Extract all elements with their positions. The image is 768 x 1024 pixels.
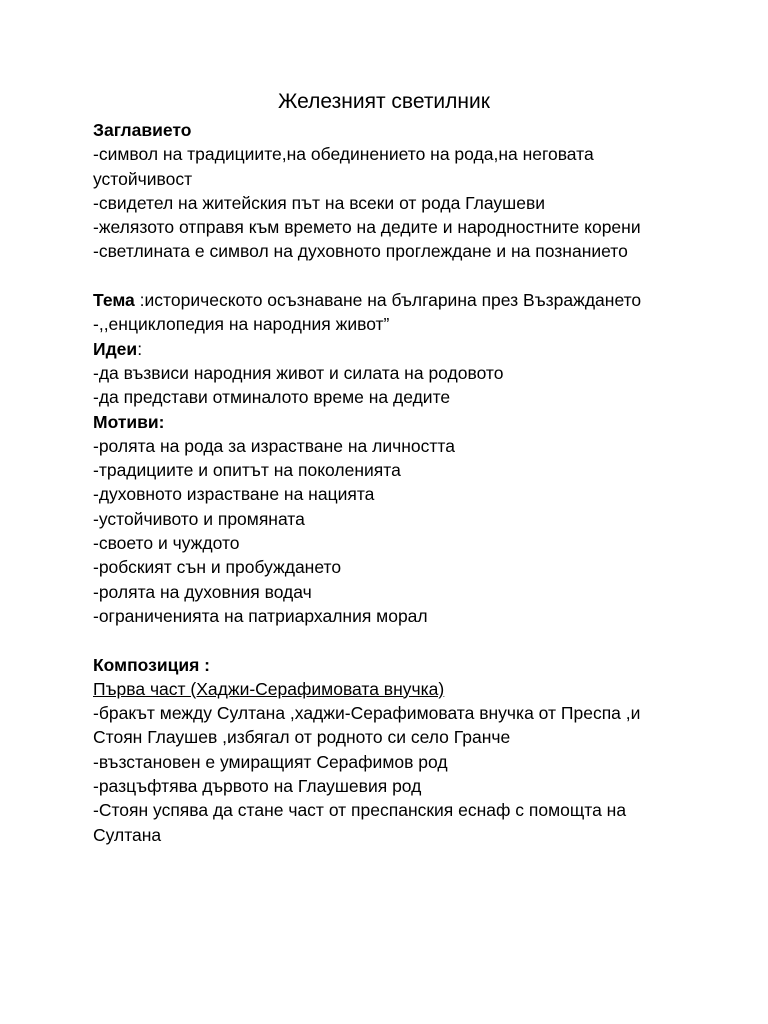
list-item: -,,енциклопедия на народния живот” — [93, 314, 390, 335]
section-heading-motivi: Мотиви: — [93, 411, 165, 432]
section-kompozicia — [93, 653, 693, 847]
list-item: -желязото отправя към времето на дедите и народностните корени — [93, 217, 641, 238]
list-item: -своето и чуждото — [93, 533, 240, 554]
list-item: -възстановен е умиращият Серафимов род — [93, 751, 448, 772]
list-item: -светлината е символ на духовното проглеждане и на познанието — [93, 241, 628, 262]
part-title: Първа част (Хаджи-Серафимовата внучка) — [93, 678, 445, 699]
section-motivi — [93, 410, 693, 629]
paragraph-spacer — [93, 264, 693, 288]
list-item: -бракът между Султана ,хаджи-Серафимовата внучка от Преспа ,и Стоян Глаушев ,избягал от родното си село Гранче — [93, 703, 641, 748]
tema-text: :историческото осъзнаване на българина през Възраждането — [134, 290, 642, 311]
section-heading-idei: Идеи — [93, 338, 138, 359]
document-title: Железният светилник — [278, 90, 490, 113]
section-heading-kompozicia: Композиция : — [93, 654, 210, 675]
list-item: -робският сън и пробуждането — [93, 557, 342, 578]
list-item: -разцъфтява дървото на Глаушевия род — [93, 776, 422, 797]
list-item: -свидетел на житейския път на всеки от рода Глаушеви — [93, 192, 546, 213]
section-idei — [93, 337, 693, 410]
paragraph-spacer — [93, 628, 693, 652]
idei-heading-line — [93, 337, 693, 361]
list-item: -ролята на духовния водач — [93, 581, 312, 602]
section-heading-zaglavie: Заглавието — [93, 120, 192, 140]
list-item: -символ на традициите,на обединението на рода,на неговата устойчивост — [93, 144, 594, 189]
tema-paragraph — [93, 288, 693, 312]
list-item: -ограниченията на патриархалния морал — [93, 605, 428, 626]
document-page — [93, 88, 693, 847]
idei-colon: : — [137, 338, 143, 359]
list-item: -ролята на рода за израстване на личността — [93, 435, 455, 456]
list-item: -устойчивото и промяната — [93, 508, 305, 529]
list-item: -духовното израстване на нацията — [93, 484, 375, 505]
list-item: -традициите и опитът на поколенията — [93, 460, 401, 481]
list-item: -да възвиси народния живот и силата на родовото — [93, 362, 504, 383]
section-tema — [93, 288, 693, 337]
section-zaglavie — [93, 118, 693, 264]
list-item: -Стоян успява да стане част от преспанския еснаф с помощта на Султана — [93, 800, 627, 845]
list-item: -да представи отминалото време на дедите — [93, 387, 451, 408]
section-heading-tema: Тема — [93, 290, 135, 311]
